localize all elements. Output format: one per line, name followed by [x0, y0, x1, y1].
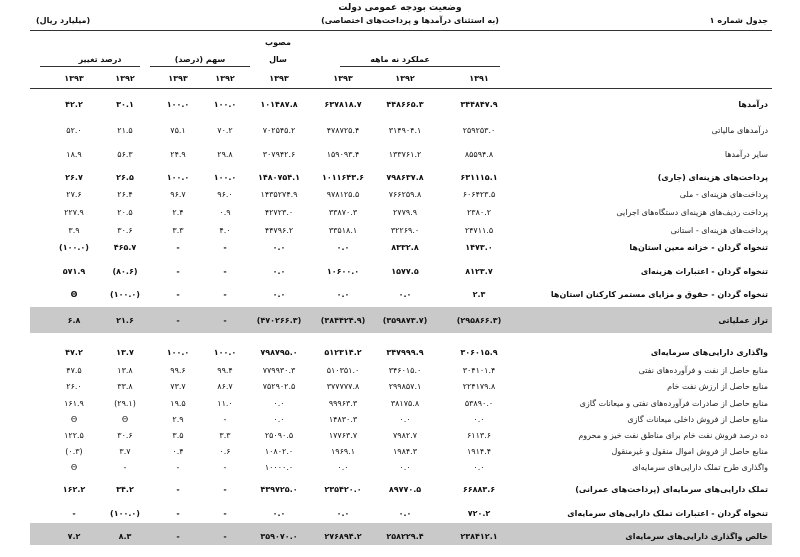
- row-value: ۱۳.۷: [116, 348, 134, 357]
- row-value: (۱۰۰.۰): [110, 290, 140, 299]
- row-value: -: [223, 316, 227, 325]
- row-value: ۶۶۸۸۳.۶: [462, 485, 496, 494]
- row-value: ۱۰۰.۰: [166, 173, 190, 182]
- table-row: [0, 531, 800, 543]
- row-value: (۳۵۹۸۷۳.۷): [382, 316, 428, 325]
- header-year: سال: [269, 55, 287, 64]
- row-value: -: [176, 290, 180, 299]
- row-value: ۰.۶: [219, 447, 231, 456]
- row-value: -: [223, 290, 227, 299]
- row-value: ۱۹۸۴.۳: [392, 447, 418, 456]
- table-row: [0, 289, 800, 301]
- header-nine-month: عملکرد نه ماهه: [370, 55, 430, 64]
- row-label: منابع حاصل از فروش داخلی میعانات گازی: [627, 415, 768, 424]
- row-value: ۰.۰: [272, 290, 286, 299]
- table-row: [0, 347, 800, 359]
- row-value: ۱۴۷۳.۰: [465, 243, 493, 252]
- row-value: (۲۹۵۸۶۶.۳): [456, 316, 502, 325]
- row-value: (۴۷۰۲۶۶.۳): [256, 316, 302, 325]
- header-share-1393: ۱۳۹۳: [168, 74, 188, 83]
- row-value: ۲۶.۴: [117, 190, 133, 199]
- row-value: ۳۰۶۰۱۵.۹: [460, 348, 498, 357]
- row-value: ۳۴۷۹۹۹.۹: [386, 348, 424, 357]
- row-value: ۸۹۷۷۰.۵: [388, 485, 422, 494]
- row-value: ۸۵۵۹۴.۸: [464, 150, 494, 159]
- table-row: [0, 365, 800, 377]
- table-row: [0, 462, 800, 474]
- table-row: [0, 225, 800, 237]
- row-value: ۱۰۰.۰: [213, 348, 237, 357]
- row-value: ۳۴۴۸۴۷.۹: [460, 100, 498, 109]
- table-row: [0, 207, 800, 219]
- row-value: ۲۷.۶: [66, 190, 82, 199]
- table-row: [0, 484, 800, 496]
- row-value: -: [223, 532, 227, 541]
- row-value: Θ: [70, 463, 78, 472]
- row-label: منابع حاصل از ارزش نفت خام: [667, 382, 768, 391]
- row-value: ۷۲۰.۲: [467, 509, 491, 518]
- row-value: ۰.۰: [336, 290, 350, 299]
- row-value: ۱۱.۰: [217, 399, 233, 408]
- row-value: ۷۵.۱: [170, 126, 186, 135]
- row-value: ۰.۰: [336, 509, 350, 518]
- row-value: ۲۱.۶: [116, 316, 134, 325]
- row-value: ۱۰۰۰۰.۰: [264, 463, 294, 472]
- row-value: ۳۴.۲: [116, 485, 134, 494]
- row-label: تملک دارایی‌های سرمایه‌ای (پرداخت‌های عمرانی): [575, 485, 768, 494]
- row-label: واگذاری دارایی‌های سرمایه‌ای: [650, 348, 768, 357]
- row-value: ۷۶۶۲۵۹.۸: [388, 190, 422, 199]
- table-row: [0, 508, 800, 520]
- table-row: [0, 149, 800, 161]
- row-value: ۲۶.۵: [116, 173, 134, 182]
- row-label: واگذاری طرح تملک دارایی‌های سرمایه‌ای: [632, 463, 768, 472]
- row-value: ۳۲۲۶۹.۰: [390, 226, 420, 235]
- row-value: ۱۶۱.۹: [64, 399, 84, 408]
- row-value: ۷۰.۲: [217, 126, 233, 135]
- row-value: ۷۹۸۷۹۵.۰: [260, 348, 298, 357]
- row-value: ۴۳۹۷۲۵.۰: [260, 485, 298, 494]
- row-value: ۳۵۹۰۷۰.۰: [260, 532, 298, 541]
- row-label: تنخواه گردان - اعتبارات هزینه‌ای: [640, 267, 768, 276]
- row-value: -: [223, 509, 227, 518]
- header-approved: مصوب: [265, 38, 291, 47]
- row-value: ۰.۰: [337, 463, 349, 472]
- row-value: ۱۰۱۴۸۷.۸: [260, 100, 298, 109]
- row-label: تنخواه گردان - اعتبارات تملک دارایی‌های سرمایه‌ای: [567, 509, 768, 518]
- row-value: ۸.۳: [118, 532, 132, 541]
- row-value: ۱۰۰.۰: [213, 173, 237, 182]
- row-value: -: [72, 509, 76, 518]
- row-value: ۵۶.۳: [117, 150, 133, 159]
- row-value: ۴۶۵.۷: [113, 243, 137, 252]
- row-value: ۷۹۸۶۳۷.۸: [386, 173, 424, 182]
- row-value: ۴۲.۲: [65, 100, 83, 109]
- row-value: ۰.۰: [272, 267, 286, 276]
- row-value: ۲۷۶۸۹۴.۲: [324, 532, 362, 541]
- row-value: ۱۵۷۷.۵: [391, 267, 419, 276]
- row-value: ۳۳۸۷۰.۳: [328, 208, 358, 217]
- row-value: ۳.۳: [219, 431, 231, 440]
- row-value: ۹۶.۰: [217, 190, 233, 199]
- row-value: ۳.۳: [172, 226, 184, 235]
- row-label: تنخواه گردان - حقوق و مزایای مستمر کارکنان استان‌ها: [550, 290, 768, 299]
- row-value: ۱۰۰.۰: [213, 100, 237, 109]
- row-value: -: [176, 316, 180, 325]
- row-value: ۶۳۷۸۱۸.۷: [324, 100, 362, 109]
- row-value: ۵۷۱.۹: [62, 267, 86, 276]
- row-value: ۳۸۱۷۵.۸: [390, 399, 420, 408]
- row-value: ۴۴۷۹۶.۲: [264, 226, 294, 235]
- row-value: ۳۰.۶: [117, 226, 133, 235]
- row-value: (۰.۳): [65, 447, 83, 456]
- row-value: ۱۰۱۱۶۴۳.۶: [321, 173, 365, 182]
- row-value: ۲۵۹۲۵۳.۰: [462, 126, 496, 135]
- row-value: (۳۸۴۴۲۴.۹): [320, 316, 366, 325]
- page-title: وضعیت بودجه عمومی دولت: [338, 3, 462, 13]
- row-label: درآمدها: [738, 100, 768, 109]
- row-value: ۸۱۲۳.۷: [465, 267, 493, 276]
- row-value: ۷.۲: [67, 532, 81, 541]
- nine-month-rule: [340, 66, 500, 67]
- header-change-1392: ۱۳۹۲: [115, 74, 135, 83]
- row-value: ۱۳۳۷۶۱.۲: [388, 150, 422, 159]
- row-label: منابع حاصل از صادرات فرآورده‌های نفتی و میعانات گازی: [579, 399, 768, 408]
- row-value: ۴۷.۲: [65, 348, 83, 357]
- table-row: [0, 242, 800, 254]
- header-share-1392: ۱۳۹۲: [215, 74, 235, 83]
- row-value: -: [223, 267, 227, 276]
- row-value: ۲۷۷۹.۹: [392, 208, 418, 217]
- row-value: ۳۷۷۷۷۷.۸: [326, 382, 360, 391]
- header-1393: ۱۳۹۳: [333, 74, 353, 83]
- row-label: پرداخت‌های هزینه‌ای (جاری): [657, 173, 768, 182]
- row-value: ۴۴۸۶۶۵.۳: [386, 100, 424, 109]
- row-value: ۹۹.۴: [217, 366, 233, 375]
- row-value: -: [223, 485, 227, 494]
- share-rule: [150, 66, 250, 67]
- row-value: ۰.۰: [473, 415, 485, 424]
- row-value: ۳.۹: [68, 226, 80, 235]
- row-label: درآمدهای مالیاتی: [711, 126, 768, 135]
- row-value: ۱۴۳۵۲۷۴.۹: [260, 190, 298, 199]
- row-value: Θ: [70, 415, 78, 424]
- row-value: -: [123, 463, 127, 472]
- table-row: [0, 189, 800, 201]
- table-row: [0, 266, 800, 278]
- unit-label: (میلیارد ریال): [36, 16, 91, 25]
- row-value: ۰.۰: [399, 463, 411, 472]
- row-value: ۳.۷: [119, 447, 131, 456]
- row-value: ۵۲.۰: [66, 126, 82, 135]
- row-value: ۷۷۹۹۳۰.۳: [262, 366, 296, 375]
- row-value: -: [223, 243, 227, 252]
- row-value: ۶۰۶۴۲۳.۵: [462, 190, 496, 199]
- row-value: ۳۰۷۹۴۲.۶: [262, 150, 296, 159]
- row-value: -: [176, 509, 180, 518]
- row-value: ۷۹۸۲.۷: [392, 431, 418, 440]
- row-value: ۳۴۶۰۱۵.۰: [388, 366, 422, 375]
- header-approved-1393: ۱۳۹۳: [269, 74, 289, 83]
- row-label: منابع حاصل از نفت و فرآورده‌های نفتی: [638, 366, 768, 375]
- table-row: [0, 99, 800, 111]
- row-value: ۰.۰: [272, 509, 286, 518]
- header-top-rule: [30, 30, 772, 31]
- row-value: ۰.۰: [273, 415, 285, 424]
- header-share: سهم (درصد): [174, 55, 226, 64]
- row-value: ۹۷۸۱۲۵.۵: [326, 190, 360, 199]
- row-value: ۲۱.۵: [117, 126, 133, 135]
- row-label: ده درصد فروش نفت خام برای مناطق نفت خیز و محروم: [578, 431, 768, 440]
- row-value: ۱۲۲.۵: [64, 431, 84, 440]
- row-value: -: [176, 532, 180, 541]
- row-value: (۱۰۰.۰): [59, 243, 89, 252]
- row-label: تنخواه گردان - خزانه معین استان‌ها: [629, 243, 768, 252]
- row-value: ۶۱۱۳.۶: [466, 431, 492, 440]
- row-value: ۶.۸: [67, 316, 81, 325]
- header-change-1393: ۱۳۹۳: [64, 74, 84, 83]
- row-value: ۵۱۰۳۵۱.۰: [326, 366, 360, 375]
- row-value: ۲.۳: [472, 290, 486, 299]
- row-value: ۲۵۰۹۰.۵: [264, 431, 294, 440]
- row-value: ۱۰۰.۰: [166, 100, 190, 109]
- row-label: منابع حاصل از فروش اموال منقول و غیرمنقول: [611, 447, 768, 456]
- row-value: ۰.۰: [272, 243, 286, 252]
- row-value: -: [176, 463, 180, 472]
- row-label: پرداخت‌های هزینه‌ای - ملی: [679, 190, 768, 199]
- row-value: ۵۳۸۹۰.۰: [464, 399, 494, 408]
- row-value: ۲۵۸۲۲۹.۴: [386, 532, 424, 541]
- row-value: ۱۰۸۰۲.۰: [264, 447, 294, 456]
- row-value: ۰.۰: [336, 243, 350, 252]
- row-value: ۷۰۲۵۴۵.۲: [262, 126, 296, 135]
- row-value: ۳۳.۸: [117, 382, 133, 391]
- table-row: [0, 430, 800, 442]
- row-value: ۲۳۸۰.۲: [466, 208, 492, 217]
- row-value: ۲۶.۷: [65, 173, 83, 182]
- row-value: ۸۳۳۲.۸: [391, 243, 419, 252]
- row-value: ۳۰۴۱۰۱.۴: [462, 366, 496, 375]
- row-value: Θ: [121, 415, 129, 424]
- row-value: ۲۰.۵: [117, 208, 133, 217]
- row-value: ۳.۵: [172, 431, 184, 440]
- row-value: ۳۱۴۹۰۴.۱: [388, 126, 422, 135]
- table-row: [0, 381, 800, 393]
- row-value: -: [176, 243, 180, 252]
- row-label: تراز عملیاتی: [718, 316, 768, 325]
- table-label: جدول شماره ۱: [709, 16, 768, 25]
- header-1392: ۱۳۹۲: [395, 74, 415, 83]
- row-value: ۸۶.۷: [217, 382, 233, 391]
- row-value: ۱۶۲.۲: [62, 485, 86, 494]
- table-row: [0, 446, 800, 458]
- row-value: -: [223, 463, 227, 472]
- row-value: -: [223, 415, 227, 424]
- header-bottom-rule: [30, 88, 772, 89]
- row-value: (۸۰.۶): [112, 267, 138, 276]
- row-value: -: [176, 485, 180, 494]
- row-value: ۱۰۶۰۰.۰: [326, 267, 360, 276]
- table-row: [0, 315, 800, 327]
- header-change: درصد تغییر: [78, 55, 122, 64]
- row-value: ۱۰۰.۰: [166, 348, 190, 357]
- row-value: ۰.۰: [273, 399, 285, 408]
- row-value: ۴۷.۵: [66, 366, 82, 375]
- change-rule: [40, 66, 140, 67]
- row-value: ۲۲۷.۹: [64, 208, 84, 217]
- row-value: ۲۲۴۱۷۹.۸: [462, 382, 496, 391]
- row-value: ۱۷۷۶۳.۷: [328, 431, 358, 440]
- row-value: ۰.۹: [219, 208, 231, 217]
- row-value: ۲۶.۰: [66, 382, 82, 391]
- row-value: ۳۳۵۱۸.۱: [328, 226, 358, 235]
- row-value: ۳۰.۱: [116, 100, 134, 109]
- row-value: Θ: [70, 290, 78, 299]
- row-value: ۴۲۷۲۳.۰: [264, 208, 294, 217]
- row-value: ۹۹۹۶۳.۳: [328, 399, 358, 408]
- row-value: ۵۱۲۳۱۴.۲: [324, 348, 362, 357]
- page-subtitle: (به استثنای درآمدها و پرداخت‌های اختصاصی): [321, 16, 499, 25]
- row-value: ۱۴۸۳۰.۳: [328, 415, 358, 424]
- row-label: پرداخت ردیف‌های هزینه‌ای دستگاه‌های اجرایی: [616, 208, 768, 217]
- row-value: (۱۰۰.۰): [110, 509, 140, 518]
- row-value: ۰.۰: [398, 509, 412, 518]
- table-row: [0, 172, 800, 184]
- row-value: ۷۵۲۹۰۲.۵: [262, 382, 296, 391]
- row-value: ۱۹۶۹.۱: [330, 447, 356, 456]
- row-value: ۰.۰: [473, 463, 485, 472]
- row-value: ۲۹۹۸۵۷.۱: [388, 382, 422, 391]
- row-value: ۲۳۵۴۲۰.۰: [324, 485, 362, 494]
- row-value: (۲۹.۱): [114, 399, 136, 408]
- row-value: ۱۹.۵: [170, 399, 186, 408]
- row-value: ۰.۰: [399, 415, 411, 424]
- row-value: ۴۷۸۷۲۵.۴: [326, 126, 360, 135]
- row-value: ۲۹.۸: [217, 150, 233, 159]
- row-value: ۲۴۷۱۱.۵: [464, 226, 494, 235]
- row-label: پرداخت‌های هزینه‌ای - استانی: [670, 226, 768, 235]
- row-label: خالص واگذاری دارایی‌های سرمایه‌ای: [625, 532, 768, 541]
- row-value: ۶۳۱۱۱۵.۱: [460, 173, 498, 182]
- row-value: ۱۹۱۴.۴: [466, 447, 492, 456]
- row-value: ۲۳۸۴۱۲.۱: [460, 532, 498, 541]
- row-value: ۴.۰: [219, 226, 231, 235]
- row-value: ۲.۴: [172, 208, 184, 217]
- row-value: ۱۸.۹: [66, 150, 82, 159]
- row-value: ۹۹.۶: [170, 366, 186, 375]
- row-value: ۹۶.۷: [170, 190, 186, 199]
- row-value: ۲۴.۹: [170, 150, 186, 159]
- row-value: ۱۵۹۰۹۳.۴: [326, 150, 360, 159]
- row-value: ۲.۹: [172, 415, 184, 424]
- row-value: ۰.۰: [398, 290, 412, 299]
- table-row: [0, 125, 800, 137]
- row-value: ۰.۴: [172, 447, 184, 456]
- row-value: ۳۰.۶: [117, 431, 133, 440]
- row-value: ۷۳.۷: [170, 382, 186, 391]
- table-row: [0, 398, 800, 410]
- row-value: ۱۳.۸: [117, 366, 133, 375]
- header-1391: ۱۳۹۱: [469, 74, 489, 83]
- row-value: -: [176, 267, 180, 276]
- row-label: سایر درآمدها: [724, 150, 768, 159]
- table-row: [0, 414, 800, 426]
- row-value: ۱۴۸۰۷۵۴.۱: [257, 173, 301, 182]
